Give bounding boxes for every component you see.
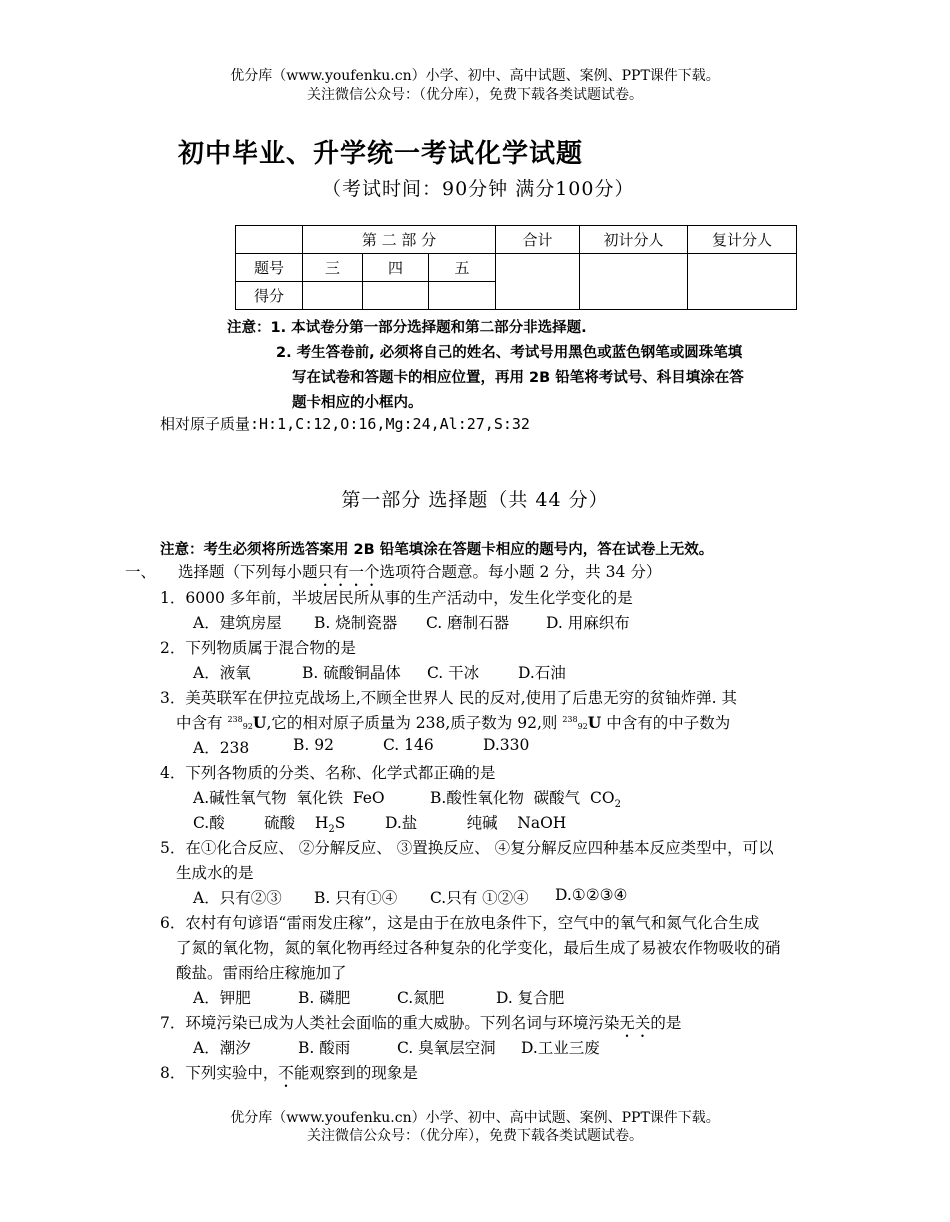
section-number: 一、 — [125, 563, 157, 581]
q8-stem-b: 能观察到的现象是 — [293, 1064, 418, 1082]
page-header-line2: 关注微信公众号：（优分库），免费下载各类试题试卷。 — [307, 87, 643, 103]
question-6-line3: 酸盐。雷雨给庄稼施加了 — [176, 964, 347, 982]
part2-header: 第 二 部 分 — [303, 226, 496, 254]
section-instruction-b: 选项符合题意。每小题 2 分，共 34 分） — [379, 563, 662, 581]
q6-option-b: B. 磷肥 — [298, 989, 351, 1007]
score-table-corner — [236, 226, 303, 254]
q3-atomic-number: 92 — [242, 722, 253, 731]
notice-line-1 — [227, 316, 587, 337]
question-3-line1: 3．美英联军在伊拉克战场上,不顾全世界人 民的反对,使用了后患无穷的贫铀炸弹. 其 — [160, 689, 737, 707]
q7-stem-b: 的是 — [650, 1014, 682, 1032]
score-cell-3 — [303, 282, 363, 310]
q5-option-d: D.①②③④ — [555, 886, 628, 904]
q5-option-a: A．只有②③ — [193, 889, 282, 907]
q3-text-c: 中含有的中子数为 — [601, 714, 731, 732]
q4-option-b-text: B.酸性氧化物 碳酸气 CO — [430, 789, 615, 807]
q3-mass-number-2: 238 — [562, 715, 578, 724]
notice-2b: 写在试卷和答题卡的相应位置，再用 2B 铅笔将考试号、科目填涂在答 — [292, 370, 744, 386]
total-header: 合计 — [496, 226, 580, 254]
first-check-cell — [580, 254, 688, 310]
q5-option-c: C.只有 ①②④ — [430, 889, 529, 907]
page-header-line1: 优分库（www.youfenku.cn）小学、初中、高中试题、案例、PPT课件下载。 — [230, 68, 720, 84]
q3-option-d: D.330 — [483, 736, 530, 754]
notice-2c: 题卡相应的小框内。 — [292, 395, 423, 411]
q7-stem-a: 7．环境污染已成为人类社会面临的重大威胁。下列名词与环境污染 — [160, 1014, 620, 1032]
q6-option-a: A．钾肥 — [193, 989, 251, 1007]
first-check-header: 初计分人 — [580, 226, 688, 254]
q3-option-b: B. 92 — [293, 736, 334, 754]
q4-option-c — [193, 811, 345, 835]
question-4-label: 四 — [363, 254, 429, 282]
q6-option-c: C.氮肥 — [397, 989, 445, 1007]
notice-prefix: 注意： — [227, 320, 271, 336]
q7-option-d: D.工业三废 — [521, 1039, 600, 1057]
question-5-line2: 生成水的是 — [176, 864, 254, 882]
q4-option-d: D.盐 纯碱 NaOH — [385, 814, 567, 832]
question-2-stem: 2．下列物质属于混合物的是 — [160, 639, 356, 657]
question-5-line1: 5．在①化合反应、 ②分解反应、 ③置换反应、 ④复分解反应四种基本反应类型中，可以 — [160, 839, 774, 857]
section-instruction-emphasis: 只有一个 — [317, 563, 380, 581]
exam-subtitle: （考试时间：90分钟 满分100分） — [322, 178, 635, 200]
q3-text-a: 中含有 — [176, 714, 228, 732]
part1-title: 第一部分 选择题（共 44 分） — [341, 489, 609, 511]
question-6-line2: 了氮的氧化物，氮的氧化物再经过各种复杂的化学变化，最后生成了易被农作物吸收的硝 — [176, 939, 781, 957]
q6-option-d: D. 复合肥 — [496, 989, 565, 1007]
question-8-stem — [160, 1061, 418, 1091]
q7-option-a: A．潮汐 — [193, 1039, 251, 1057]
q1-option-d: D. 用麻织布 — [546, 614, 630, 632]
q3-element-2: U — [587, 713, 602, 732]
question-3-line2 — [176, 711, 730, 733]
page-footer-line1: 优分库（www.youfenku.cn）小学、初中、高中试题、案例、PPT课件下载。 — [230, 1110, 720, 1126]
section-instruction-a: 选择题（下列每小题 — [178, 563, 318, 581]
q5-option-b: B. 只有①④ — [314, 889, 398, 907]
recheck-header: 复计分人 — [688, 226, 797, 254]
part1-notice: 注意：考生必须将所选答案用 2B 铅笔填涂在答题卡相应的题号内，答在试卷上无效。 — [160, 542, 714, 558]
q1-option-a: A．建筑房屋 — [193, 614, 282, 632]
question-3-label: 三 — [303, 254, 363, 282]
exam-title: 初中毕业、升学统一考试化学试题 — [178, 139, 584, 169]
q2-option-b: B. 硫酸铜晶体 — [302, 664, 401, 682]
score-label: 得分 — [236, 282, 303, 310]
question-1-stem: 1．6000 多年前，半坡居民所从事的生产活动中，发生化学变化的是 — [160, 589, 633, 607]
q2-option-a: A．液氧 — [193, 664, 251, 682]
q8-stem-emphasis: 不 — [278, 1064, 294, 1082]
notice-1: 1. 本试卷分第一部分选择题和第二部分非选择题. — [270, 320, 587, 336]
q7-option-b: B. 酸雨 — [298, 1039, 351, 1057]
question-4-stem: 4．下列各物质的分类、名称、化学式都正确的是 — [160, 764, 496, 782]
atomic-mass-line: 相对原子质量:H:1,C:12,O:16,Mg:24,Al:27,S:32 — [160, 415, 530, 433]
q4-option-b — [430, 786, 621, 810]
question-number-label: 题号 — [236, 254, 303, 282]
q1-option-c: C. 磨制石器 — [426, 614, 510, 632]
q3-element: U — [252, 713, 267, 732]
page-footer-line2: 关注微信公众号：（优分库），免费下载各类试题试卷。 — [307, 1128, 643, 1144]
q3-option-c: C. 146 — [383, 736, 434, 754]
score-cell-4 — [363, 282, 429, 310]
notice-2a: 2. 考生答卷前, 必须将自己的姓名、考试号用黑色或蓝色钢笔或圆珠笔填 — [276, 345, 743, 361]
total-score-cell — [496, 254, 580, 310]
q4-option-b-subscript: 2 — [614, 799, 621, 811]
q4-option-c-text: C.酸 硫酸 H — [193, 814, 329, 832]
question-5-label: 五 — [429, 254, 496, 282]
q8-stem-a: 8．下列实验中， — [160, 1064, 279, 1082]
q3-text-b: ,它的相对原子质量为 238,质子数为 92,则 — [266, 714, 563, 732]
q7-stem-emphasis: 无关 — [619, 1014, 651, 1032]
q4-option-c-end: S — [334, 814, 346, 832]
recheck-cell — [688, 254, 797, 310]
q3-atomic-number-2: 92 — [577, 722, 588, 731]
q3-option-a: A．238 — [193, 739, 250, 757]
q4-option-c-subscript: 2 — [328, 824, 335, 836]
question-6-line1: 6．农村有句谚语“雷雨发庄稼”，这是由于在放电条件下，空气中的氧气和氮气化合生成 — [160, 914, 760, 932]
q1-option-b: B. 烧制瓷器 — [314, 614, 398, 632]
score-cell-5 — [429, 282, 496, 310]
q2-option-d: D.石油 — [518, 664, 566, 682]
q3-mass-number: 238 — [227, 715, 243, 724]
q4-option-a: A.碱性氧气物 氧化铁 FeO — [193, 789, 385, 807]
score-table — [235, 225, 797, 310]
q2-option-c: C. 干冰 — [427, 664, 480, 682]
q7-option-c: C. 臭氧层空洞 — [397, 1039, 496, 1057]
